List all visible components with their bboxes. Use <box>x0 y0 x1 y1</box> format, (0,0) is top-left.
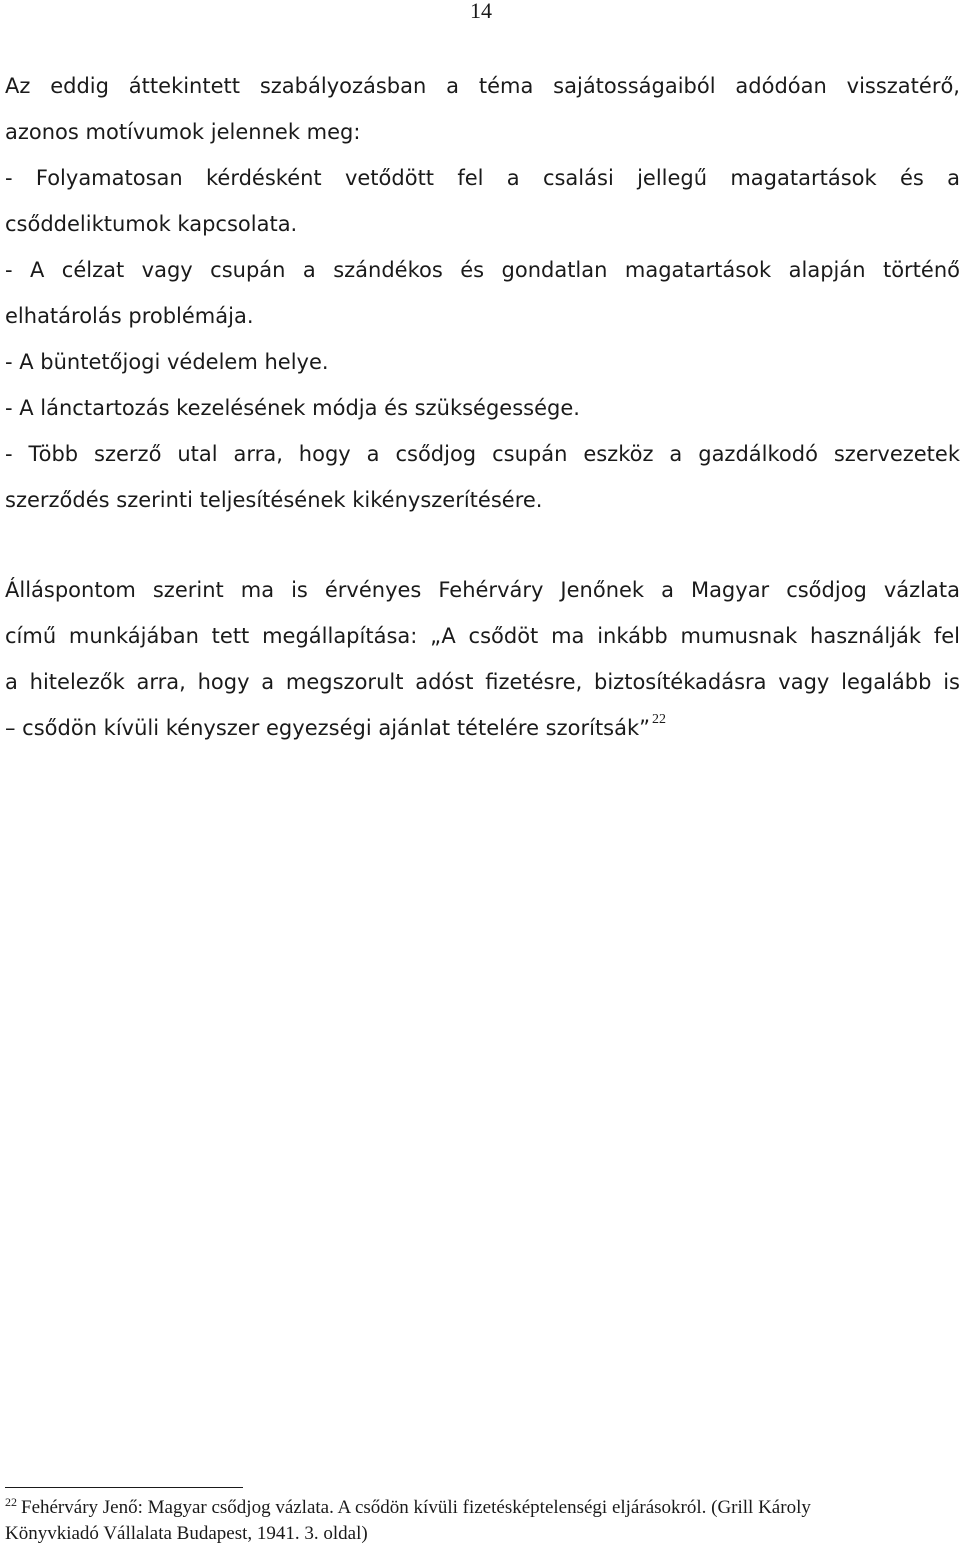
text-line: - A célzat vagy csupán a szándékos és gondatlan magatartások alapján történő <box>5 258 960 282</box>
text-line: szerződés szerinti teljesítésének kikényszerítésére. <box>5 488 543 512</box>
footnote-number: 22 <box>5 1495 17 1509</box>
text-line: elhatárolás problémája. <box>5 304 254 328</box>
text-line: azonos motívumok jelennek meg: <box>5 120 361 144</box>
text-line: - A büntetőjogi védelem helye. <box>5 350 329 374</box>
text-line: - A lánctartozás kezelésének módja és szükségessége. <box>5 396 580 420</box>
text-line: - Több szerző utal arra, hogy a csődjog csupán eszköz a gazdálkodó szervezetek <box>5 442 960 466</box>
text-line: című munkájában tett megállapítása: „A csődöt ma inkább mumusnak használják fel <box>5 624 960 648</box>
text-line-last <box>5 705 960 751</box>
page-number: 14 <box>470 0 492 23</box>
text-line: - Folyamatosan kérdésként vetődött fel a csalási jellegű magatartások és a <box>5 166 960 190</box>
text-line: Az eddig áttekintett szabályozásban a téma sajátosságaiból adódóan visszatérő, <box>5 74 960 98</box>
footnote-line <box>5 1495 955 1521</box>
footnote-reference[interactable]: 22 <box>652 712 667 727</box>
text-line: Álláspontom szerint ma is érvényes Fehérváry Jenőnek a Magyar csődjog vázlata <box>5 578 960 602</box>
text-line: csőddeliktumok kapcsolata. <box>5 212 298 236</box>
footnote-line: Könyvkiadó Vállalata Budapest, 1941. 3. oldal) <box>5 1523 368 1544</box>
footnote <box>5 1495 955 1547</box>
text-line: a hitelezők arra, hogy a megszorult adóst fizetésre, biztosítékadásra vagy legalább is <box>5 670 960 694</box>
quote-text: – csődön kívüli kényszer egyezségi ajánlat tételére szorítsák” <box>5 716 651 740</box>
footnote-separator <box>5 1487 243 1488</box>
footnote-text: Fehérváry Jenő: Magyar csődjog vázlata. A csődön kívüli fizetésképtelenségi eljárásokról. (Grill Károly <box>21 1497 811 1518</box>
paragraph-motifs <box>5 63 960 523</box>
paragraph-opinion <box>5 567 960 751</box>
